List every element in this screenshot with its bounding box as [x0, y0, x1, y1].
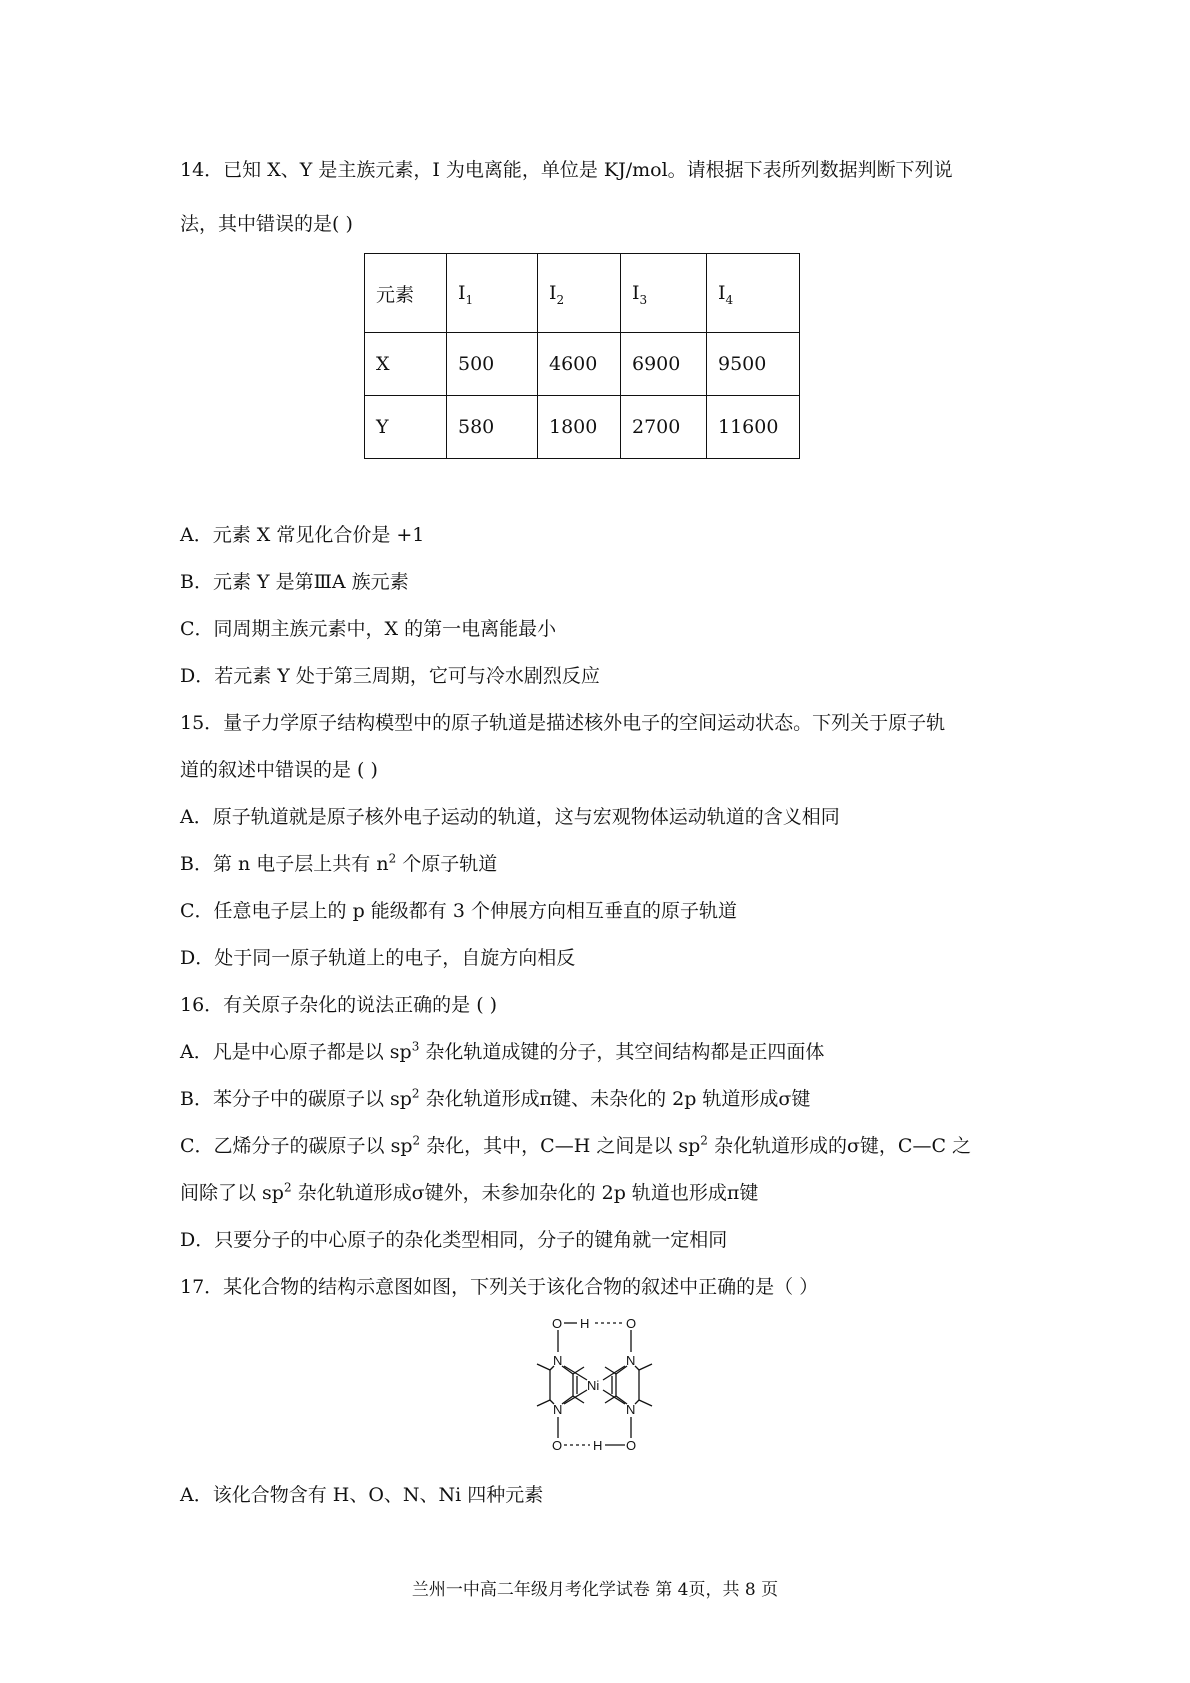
- nickel-complex-structure-diagram: [527, 1314, 677, 1454]
- table-cell: 1800: [538, 396, 621, 459]
- q15-option-a: A．原子轨道就是原子核外电子运动的轨道，这与宏观物体运动轨道的含义相同: [180, 806, 840, 828]
- atom-label: N: [626, 1353, 636, 1368]
- q16-stem: 16．有关原子杂化的说法正确的是 ( ): [180, 994, 498, 1016]
- q16-option-c-line1: C．乙烯分子的碳原子以 $sp^2$ 杂化，其中，C—H 之间是以 $sp^2$ 杂化轨道形成的σ键，C—C 之: [180, 1133, 972, 1157]
- atom-label: H: [580, 1316, 590, 1331]
- table-header-cell: $I_1$: [447, 254, 538, 333]
- page-footer: 兰州一中高二年级月考化学试卷 第 4页，共 8 页: [411, 1580, 779, 1600]
- atom-label: N: [553, 1353, 563, 1368]
- q16-option-b: B．苯分子中的碳原子以 $sp^2$ 杂化轨道形成π键、未杂化的 2p 轨道形成σ键: [180, 1086, 811, 1110]
- q17-stem: 17．某化合物的结构示意图如图，下列关于该化合物的叙述中正确的是（ ）: [180, 1276, 819, 1298]
- table-cell: 580: [447, 396, 538, 459]
- table-cell: 9500: [707, 333, 800, 396]
- table-cell: 4600: [538, 333, 621, 396]
- atom-label: O: [626, 1316, 637, 1331]
- q17-option-a: A．该化合物含有 H、O、N、Ni 四种元素: [180, 1484, 544, 1506]
- q15-option-b: B．第 n 电子层上共有 $n^2$ 个原子轨道: [180, 851, 498, 875]
- atom-label: N: [626, 1402, 636, 1417]
- table-header-row: [365, 254, 800, 333]
- atom-label: O: [552, 1316, 563, 1331]
- q14-stem-line2: 法，其中错误的是( ): [180, 213, 353, 235]
- table-cell: 500: [447, 333, 538, 396]
- table-header-cell: 元素: [365, 254, 447, 333]
- ionization-energy-table: [364, 253, 800, 459]
- q14-stem-line1: 14．已知 X、Y 是主族元素，I 为电离能，单位是 KJ/mol。请根据下表所列数据判断下列说: [180, 159, 953, 181]
- q14-option-c: C．同周期主族元素中，X 的第一电离能最小: [180, 618, 557, 640]
- atom-label: H: [593, 1438, 603, 1453]
- table-cell: X: [365, 333, 447, 396]
- atom-label: O: [626, 1438, 637, 1453]
- q14-option-d: D．若元素 Y 处于第三周期，它可与冷水剧烈反应: [180, 665, 600, 687]
- q14-option-b: B．元素 Y 是第ⅢA 族元素: [180, 571, 409, 593]
- q16-option-a: A．凡是中心原子都是以 $sp^3$ 杂化轨道成键的分子，其空间结构都是正四面体: [180, 1039, 825, 1063]
- q16-option-c-line2: 间除了以 $sp^2$ 杂化轨道形成σ键外，未参加杂化的 2p 轨道也形成π键: [180, 1180, 759, 1204]
- q16-option-d: D．只要分子的中心原子的杂化类型相同，分子的键角就一定相同: [180, 1229, 728, 1251]
- table-cell: 11600: [707, 396, 800, 459]
- atom-label: Ni: [587, 1378, 600, 1393]
- table-row: [365, 333, 800, 396]
- table-header-cell: $I_3$: [621, 254, 707, 333]
- q15-stem-line2: 道的叙述中错误的是 ( ): [180, 759, 378, 781]
- q15-stem-line1: 15．量子力学原子结构模型中的原子轨道是描述核外电子的空间运动状态。下列关于原子轨: [180, 712, 946, 734]
- table-row: [365, 396, 800, 459]
- q15-option-d: D．处于同一原子轨道上的电子，自旋方向相反: [180, 947, 576, 969]
- table-cell: 6900: [621, 333, 707, 396]
- table-cell: Y: [365, 396, 447, 459]
- q14-option-a: A．元素 X 常见化合价是 +1: [180, 524, 425, 546]
- atom-label: N: [553, 1402, 563, 1417]
- table-header-cell: $I_4$: [707, 254, 800, 333]
- atom-label: O: [552, 1438, 563, 1453]
- table-header-cell: $I_2$: [538, 254, 621, 333]
- q15-option-c: C．任意电子层上的 p 能级都有 3 个伸展方向相互垂直的原子轨道: [180, 900, 737, 922]
- table-cell: 2700: [621, 396, 707, 459]
